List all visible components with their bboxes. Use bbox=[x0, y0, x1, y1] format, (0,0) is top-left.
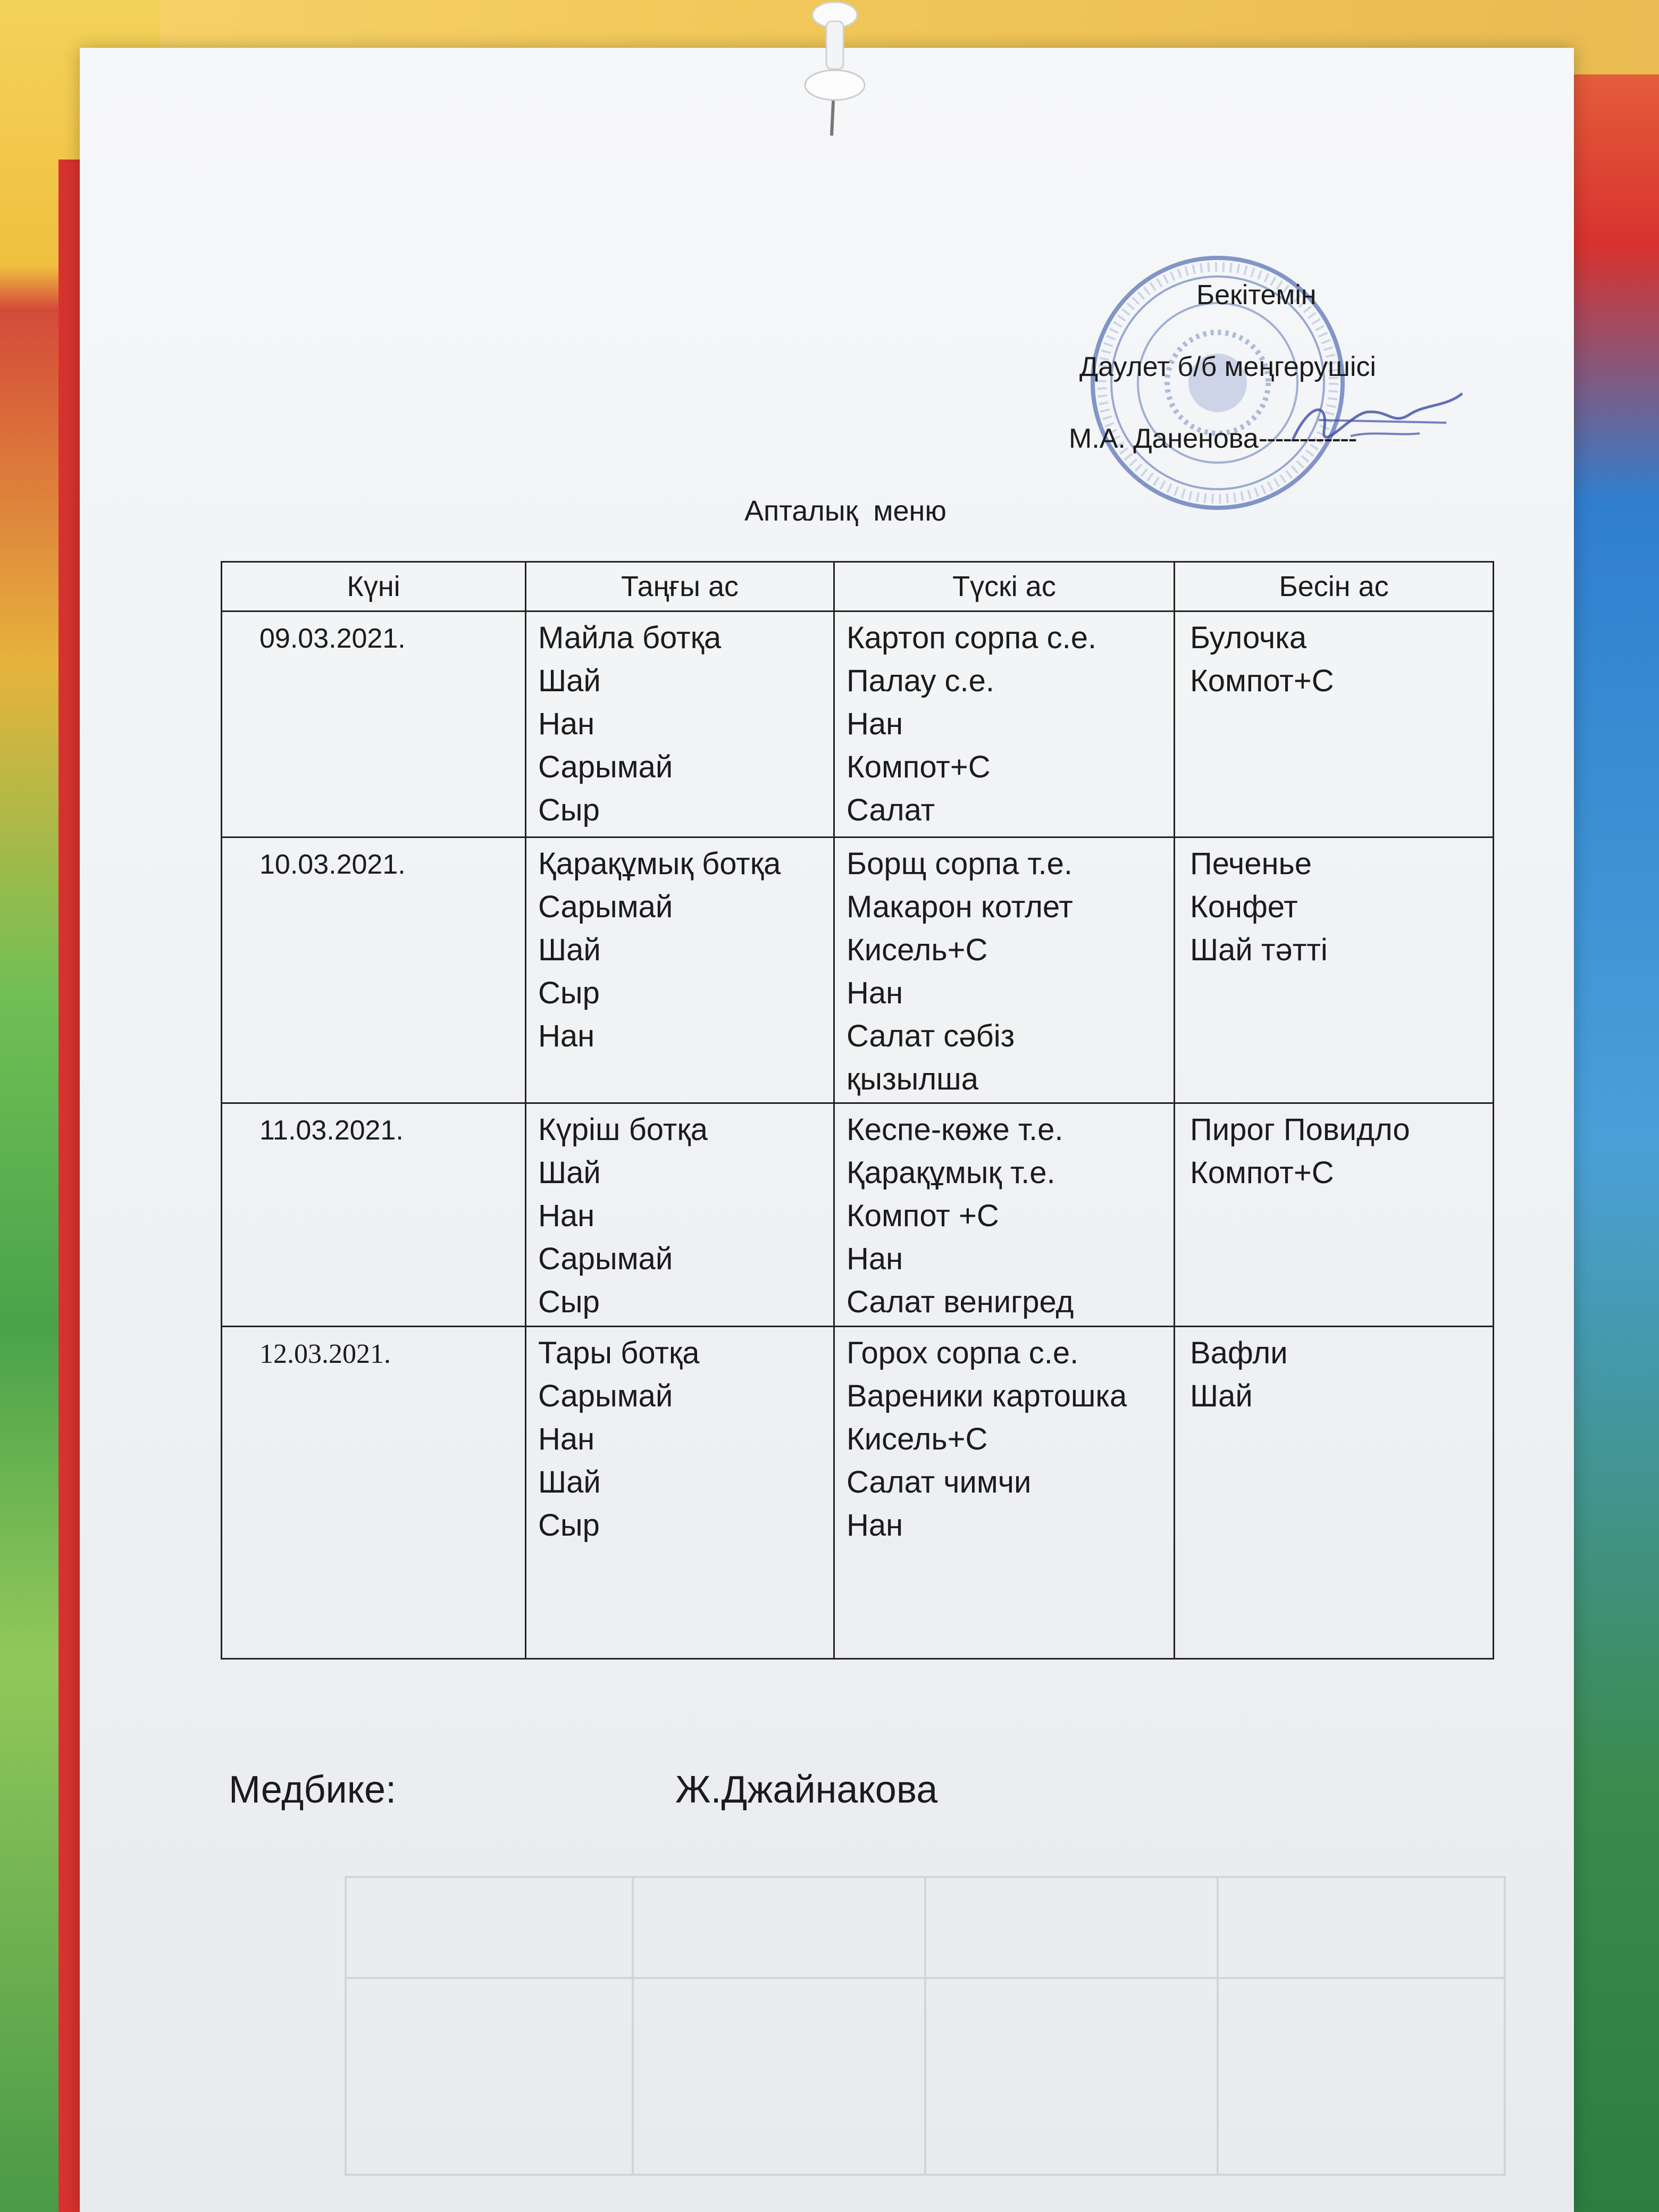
header-day: Күні bbox=[222, 562, 526, 611]
list-item: Тары ботқа bbox=[538, 1336, 700, 1370]
show-through-grid bbox=[340, 1872, 1510, 2180]
list-item: Нан bbox=[847, 707, 903, 741]
header-lunch: Түскі ас bbox=[834, 562, 1175, 611]
cell-lunch bbox=[834, 1327, 1175, 1659]
date-text: 10.03.2021. bbox=[259, 849, 406, 880]
approval-line-1: Бекітемін bbox=[1196, 280, 1317, 311]
list-item: Нан bbox=[538, 1019, 595, 1053]
list-item: Қарақұмық ботқа bbox=[538, 847, 781, 881]
cell-snack bbox=[1175, 1103, 1494, 1327]
cell-breakfast bbox=[526, 1103, 834, 1327]
list-item: Сыр bbox=[538, 1508, 600, 1543]
list-item: Күріш ботқа bbox=[538, 1112, 708, 1147]
cell-date bbox=[222, 1327, 526, 1659]
list-item: Сарымай bbox=[538, 890, 673, 924]
list-item: Борщ сорпа т.е. bbox=[847, 847, 1073, 881]
list-item: Булочка bbox=[1190, 621, 1307, 655]
cell-lunch bbox=[834, 837, 1175, 1103]
list-item: Сарымай bbox=[538, 1242, 673, 1276]
list-item: Сыр bbox=[538, 1285, 600, 1319]
page-title: Апталық меню bbox=[744, 495, 946, 527]
list-item: Салат чимчи bbox=[847, 1465, 1032, 1499]
list-item: Шай bbox=[538, 1465, 601, 1499]
list-item: Кисель+С bbox=[847, 1422, 988, 1456]
list-item: Салат сәбіз bbox=[847, 1019, 1015, 1053]
cell-snack bbox=[1175, 1327, 1494, 1659]
nurse-name: Ж.Джайнакова bbox=[675, 1769, 938, 1811]
table-row bbox=[222, 837, 1494, 1103]
list-item: Компот+С bbox=[1190, 664, 1334, 698]
cell-breakfast bbox=[526, 611, 834, 837]
list-item: Компот +С bbox=[847, 1199, 999, 1233]
list-item: Сарымай bbox=[538, 750, 673, 784]
date-text: 12.03.2021. bbox=[259, 1339, 391, 1369]
list-item: Шай bbox=[1190, 1379, 1253, 1413]
cell-date bbox=[222, 837, 526, 1103]
list-item: Салат bbox=[847, 793, 935, 827]
cell-date bbox=[222, 611, 526, 837]
list-item: Сыр bbox=[538, 976, 600, 1010]
nurse-label: Медбике: bbox=[229, 1769, 397, 1811]
list-item: Вареники картошка bbox=[847, 1379, 1127, 1413]
push-pin-icon bbox=[803, 0, 867, 138]
list-item: Палау с.е. bbox=[847, 664, 994, 698]
list-item: Нан bbox=[847, 976, 903, 1010]
date-text: 11.03.2021. bbox=[259, 1115, 404, 1146]
list-item: қызылша bbox=[847, 1062, 978, 1096]
approval-line-3 bbox=[1069, 423, 1356, 455]
cell-snack bbox=[1175, 837, 1494, 1103]
cell-breakfast bbox=[526, 1327, 834, 1659]
list-item: Шай bbox=[538, 1155, 601, 1190]
list-item: Қарақұмық т.е. bbox=[847, 1155, 1055, 1190]
table-row bbox=[222, 1327, 1494, 1659]
list-item: Компот+С bbox=[1190, 1155, 1334, 1190]
cell-date bbox=[222, 1103, 526, 1327]
approval-line-2: Даулет б/б меңгерушісі bbox=[1079, 351, 1376, 382]
table-header-row bbox=[222, 562, 1494, 611]
list-item: Нан bbox=[538, 707, 595, 741]
list-item: Шай тәтті bbox=[1190, 933, 1328, 967]
header-snack: Бесін ас bbox=[1175, 562, 1494, 611]
approval-signatory: М.А. Даненова bbox=[1069, 423, 1259, 454]
list-item: Конфет bbox=[1190, 890, 1298, 924]
header-breakfast: Таңғы ас bbox=[526, 562, 834, 611]
list-item: Картоп сорпа с.е. bbox=[847, 621, 1097, 655]
list-item: Вафли bbox=[1190, 1336, 1288, 1370]
list-item: Шай bbox=[538, 664, 601, 698]
list-item: Печенье bbox=[1190, 847, 1312, 881]
list-item: Нан bbox=[847, 1242, 903, 1276]
cell-lunch bbox=[834, 611, 1175, 837]
date-text: 09.03.2021. bbox=[259, 623, 406, 654]
list-item: Шай bbox=[538, 933, 601, 967]
list-item: Салат венигред bbox=[847, 1285, 1074, 1319]
table-row bbox=[222, 1103, 1494, 1327]
menu-table bbox=[221, 561, 1494, 1660]
cell-breakfast bbox=[526, 837, 834, 1103]
list-item: Сарымай bbox=[538, 1379, 673, 1413]
list-item: Сыр bbox=[538, 793, 600, 827]
list-item: Нан bbox=[847, 1508, 903, 1543]
table-row bbox=[222, 611, 1494, 837]
list-item: Нан bbox=[538, 1199, 595, 1233]
list-item: Майла ботқа bbox=[538, 621, 722, 655]
list-item: Компот+С bbox=[847, 750, 991, 784]
list-item: Нан bbox=[538, 1422, 595, 1456]
list-item: Пирог Повидло bbox=[1190, 1112, 1410, 1147]
list-item: Макарон котлет bbox=[847, 890, 1073, 924]
cell-lunch bbox=[834, 1103, 1175, 1327]
list-item: Кисель+С bbox=[847, 933, 988, 967]
list-item: Кеспе-көже т.е. bbox=[847, 1112, 1063, 1147]
list-item: Горох сорпа с.е. bbox=[847, 1336, 1079, 1370]
approval-dash: ------------ bbox=[1258, 423, 1356, 454]
cell-snack bbox=[1175, 611, 1494, 837]
